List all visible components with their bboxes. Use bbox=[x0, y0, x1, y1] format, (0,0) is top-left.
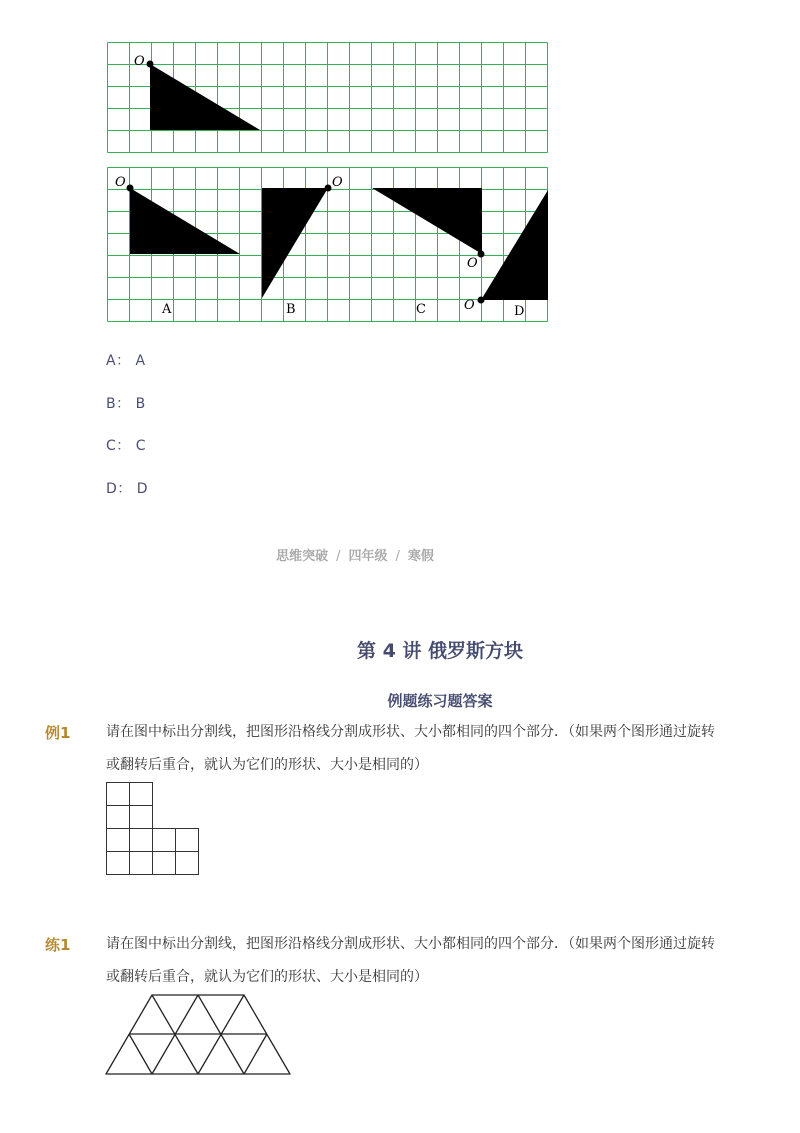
option-c-point bbox=[478, 251, 485, 258]
choice-c[interactable] bbox=[106, 435, 146, 455]
example-1-text: 请在图中标出分割线，把图形沿格线分割成形状、大小都相同的四个部分．（如果两个图形通过旋转或翻转后重合，就认为它们的形状、大小是相同的） bbox=[106, 724, 715, 773]
choice-d[interactable] bbox=[106, 478, 148, 498]
practice-1-trapezoid-figure bbox=[100, 990, 300, 1082]
option-a-label: A bbox=[162, 302, 172, 317]
option-c-label: C bbox=[416, 302, 426, 317]
footer-separator: / bbox=[395, 549, 400, 564]
original-triangle-figure bbox=[100, 36, 560, 161]
option-d-label: D bbox=[514, 304, 525, 319]
point-o-label: O bbox=[134, 54, 145, 69]
option-d-point bbox=[478, 297, 485, 304]
option-d-point-label: O bbox=[464, 298, 475, 313]
example-1-figure bbox=[104, 780, 204, 878]
footer-grade: 四年级 bbox=[348, 549, 388, 564]
footer-term: 寒假 bbox=[407, 549, 434, 564]
lecture-subtitle: 例题练习题答案 bbox=[387, 692, 493, 710]
example-1-label: 例1 bbox=[45, 724, 71, 742]
practice-1-text: 请在图中标出分割线，把图形沿格线分割成形状、大小都相同的四个部分．（如果两个图形通过旋转或翻转后重合，就认为它们的形状、大小是相同的） bbox=[106, 936, 715, 985]
choice-a-key: A： bbox=[106, 353, 131, 369]
option-a-triangle bbox=[130, 188, 240, 254]
rotated-options-figure bbox=[100, 160, 560, 330]
option-b-triangle bbox=[262, 188, 328, 298]
option-b-point-label: O bbox=[332, 175, 343, 190]
practice-1-label: 练1 bbox=[45, 936, 71, 954]
option-b-label: B bbox=[286, 302, 296, 317]
choice-d-key: D： bbox=[106, 481, 132, 497]
choice-a-value: A bbox=[135, 353, 146, 369]
footer-series: 思维突破 bbox=[276, 549, 329, 564]
point-o-marker bbox=[147, 61, 154, 68]
choice-a[interactable] bbox=[106, 350, 146, 370]
choice-c-key: C： bbox=[106, 438, 131, 454]
choice-d-value: D bbox=[136, 481, 149, 497]
page-footer bbox=[0, 545, 710, 564]
lecture-title: 第 4 讲 俄罗斯方块 bbox=[356, 640, 524, 662]
option-b-point bbox=[325, 185, 332, 192]
option-c-point-label: O bbox=[467, 256, 478, 271]
footer-separator: / bbox=[336, 549, 341, 564]
option-a-point-label: O bbox=[115, 175, 126, 190]
choice-b-value: B bbox=[135, 396, 146, 412]
choice-b-key: B： bbox=[106, 396, 131, 412]
choice-b[interactable] bbox=[106, 393, 146, 413]
choice-c-value: C bbox=[135, 438, 147, 454]
option-d-triangle bbox=[481, 190, 548, 300]
option-a-point bbox=[127, 185, 134, 192]
option-c-triangle bbox=[372, 188, 482, 254]
original-triangle bbox=[150, 64, 260, 130]
